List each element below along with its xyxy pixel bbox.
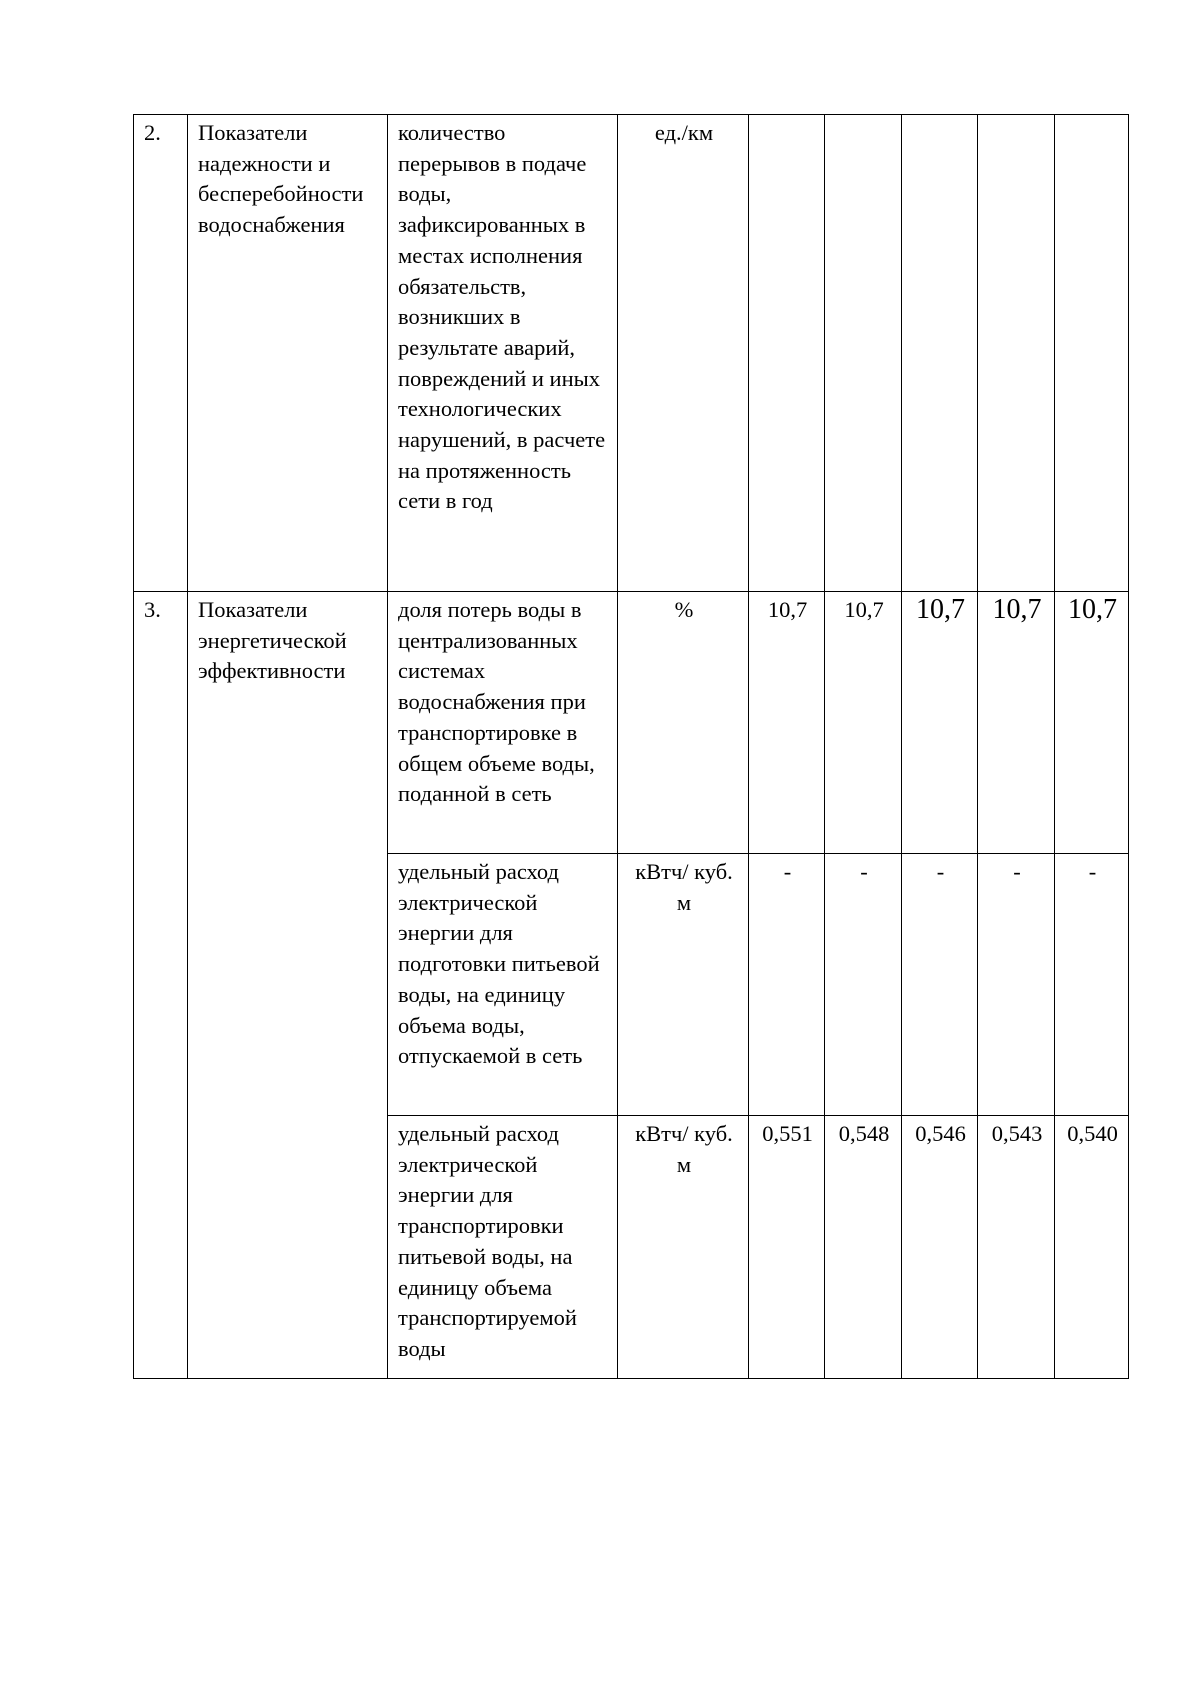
value-cell: - [1055,854,1129,1116]
indicator-description: удельный расход электрической энергии для подготовки питьевой воды, на единицу объема воды, отпускаемой в сеть [388,854,618,1116]
value-cell: 10,7 [825,592,902,854]
table-row [134,592,1129,854]
table-row [134,115,1129,592]
value-cell: 0,551 [749,1116,825,1379]
indicators-table [133,114,1129,1379]
unit-cell: % [618,592,749,854]
indicator-category: Показатели надежности и бесперебойности водоснабжения [188,115,388,592]
value-cell: 0,540 [1055,1116,1129,1379]
value-cell: 10,7 [1055,592,1129,854]
value-cell: - [825,854,902,1116]
value-cell: - [749,854,825,1116]
value-cell: - [902,854,978,1116]
indicator-description: удельный расход электрической энергии для транспортировки питьевой воды, на единицу объема транспортируемой воды [388,1116,618,1379]
unit-cell: кВтч/ куб. м [618,1116,749,1379]
value-cell [902,115,978,592]
value-cell: 10,7 [978,592,1055,854]
value-cell: 10,7 [749,592,825,854]
unit-cell: кВтч/ куб. м [618,854,749,1116]
unit-cell: ед./км [618,115,749,592]
value-cell: 10,7 [902,592,978,854]
value-cell [825,115,902,592]
value-cell [978,115,1055,592]
indicator-description: доля потерь воды в централизованных системах водоснабжения при транспортировке в общем объеме воды, поданной в сеть [388,592,618,854]
row-number: 2. [134,115,188,592]
value-cell: 0,546 [902,1116,978,1379]
indicator-description: количество перерывов в подаче воды, зафиксированных в местах исполнения обязательств, возникших в результате аварий, повреждений и иных технологических нарушений, в расчете на протяженность сети в год [388,115,618,592]
value-cell: - [978,854,1055,1116]
value-cell [749,115,825,592]
value-cell: 0,543 [978,1116,1055,1379]
indicator-category: Показатели энергетической эффективности [188,592,388,1379]
value-cell [1055,115,1129,592]
row-number: 3. [134,592,188,1379]
value-cell: 0,548 [825,1116,902,1379]
